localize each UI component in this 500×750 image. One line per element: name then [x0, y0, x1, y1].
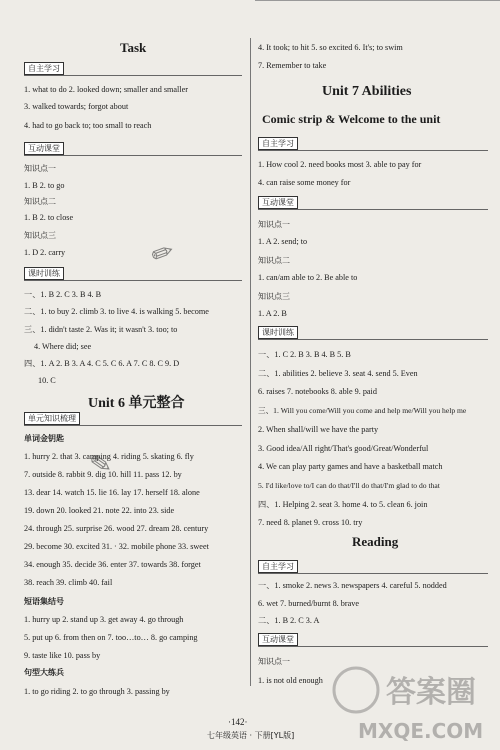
self-study-line-3: 4. had to go back to; too small to reach [24, 121, 152, 130]
r-practice-7: 4. We can play party games and have a basketball match [258, 462, 443, 471]
watermark-logo [328, 658, 496, 748]
phrases-label: 短语集结号 [24, 597, 64, 606]
r-point3: 1. A 2. B [258, 309, 287, 318]
point2-label: 知识点二 [24, 197, 56, 206]
handwriting-mark: ✐ [144, 236, 178, 274]
practice-line-5: 四、1. A 2. B 3. A 4. C 5. C 6. A 7. C 8. C 9. D [24, 359, 180, 368]
tag-rule [258, 150, 488, 151]
practice-line-3: 三、1. didn't taste 2. Was it; it wasn't 3. too; to [24, 325, 178, 334]
unit6-title: Unit 6 单元整合 [88, 396, 185, 411]
practice-line-4: 4. Where did; see [34, 342, 92, 351]
r-point3-label: 知识点三 [258, 292, 290, 301]
r-practice-2: 二、1. abilities 2. believe 3. seat 4. send 5. Even [258, 369, 418, 378]
r-practice-4: 三、1. Will you come/Will you come and help me/Will you help me [258, 406, 467, 415]
reading-line-2: 6. wet 7. burned/burnt 8. brave [258, 599, 359, 608]
r-practice-1: 一、1. C 2. B 3. B 4. B 5. B [258, 350, 351, 359]
words-line-8: 38. reach 39. climb 40. fail [24, 578, 113, 587]
top-rule [255, 0, 500, 1]
unit7-title: Unit 7 Abilities [322, 84, 412, 99]
phrases-line-2: 5. put up 6. from then on 7. too…to… 8. go camping [24, 633, 198, 642]
tag-rule [24, 155, 242, 156]
tag-self-study-r: 自主学习 [258, 137, 298, 150]
top-line-2: 7. Remember to take [258, 61, 327, 70]
practice-line-2: 二、1. to buy 2. climb 3. to live 4. is walking 5. become [24, 307, 209, 316]
r-practice-10: 7. need 8. planet 9. cross 10. try [258, 518, 363, 527]
words-line-6: 29. become 30. excited 31. · 32. mobile phone 33. sweet [24, 542, 209, 551]
words-line-2: 7. outside 8. rabbit 9. dig 10. hill 11. pass 12. by [24, 470, 182, 479]
tag-self-study: 自主学习 [24, 62, 64, 75]
words-line-4: 19. down 20. looked 21. note 22. into 23. side [24, 506, 175, 515]
r-point1: 1. A 2. send; to [258, 237, 308, 246]
point3-label: 知识点三 [24, 231, 56, 240]
r-point2: 1. can/am able to 2. Be able to [258, 273, 358, 282]
tag-rule [258, 646, 488, 647]
self-study-line-2: 3. walked towards; forgot about [24, 102, 129, 111]
tag-practice-r: 课时训练 [258, 326, 298, 339]
words-label: 单词金钥匙 [24, 434, 64, 443]
r-point1-label: 知识点一 [258, 220, 290, 229]
watermark-main: 答案圈 [386, 675, 476, 710]
tag-unit6: 单元知识梳理 [24, 412, 80, 425]
phrases-line-3: 9. taste like 10. pass by [24, 651, 101, 660]
tag-rule [258, 339, 488, 340]
tag-rule [24, 280, 242, 281]
top-line-1: 4. It took; to hit 5. so excited 6. It's; to swim [258, 43, 403, 52]
practice-line-6: 10. C [38, 376, 56, 385]
tag-rule [24, 425, 242, 426]
r-practice-6: 3. Good idea/All right/That's good/Great/Wonderful [258, 444, 429, 453]
phrases-line-1: 1. hurry up 2. stand up 3. get away 4. go through [24, 615, 184, 624]
r-point2-label: 知识点二 [258, 256, 290, 265]
comic-title: Comic strip & Welcome to the unit [262, 112, 441, 126]
r-practice-9: 四、1. Helping 2. seat 3. home 4. to 5. clean 6. join [258, 500, 428, 509]
reading-line-1: 一、1. smoke 2. news 3. newspapers 4. careful 5. nodded [258, 581, 447, 590]
tag-practice: 课时训练 [24, 267, 64, 280]
sentences-label: 句型大练兵 [24, 668, 64, 677]
tag-rule [258, 573, 488, 574]
tag-interactive: 互动课堂 [24, 142, 64, 155]
point3-answers: 1. D 2. carry [24, 248, 66, 257]
practice-line-1: 一、1. B 2. C 3. B 4. B [24, 290, 102, 299]
r-practice-3: 6. raises 7. notebooks 8. able 9. paid [258, 387, 377, 396]
watermark-url: MXQE.COM [358, 719, 484, 743]
words-line-7: 34. enough 35. decide 36. enter 37. towards 38. forget [24, 560, 201, 569]
column-divider [250, 38, 251, 686]
r-practice-8: 5. I'd like/love to/I can do that/I'll do that/I'm glad to do that [258, 481, 440, 490]
point1-label: 知识点一 [24, 164, 56, 173]
sentences-line-1: 1. to go riding 2. to go through 3. passing by [24, 687, 170, 696]
tag-reading-interactive: 互动课堂 [258, 633, 298, 646]
tag-interactive-r: 互动课堂 [258, 196, 298, 209]
reading-point1: 1. is not old enough [258, 676, 323, 685]
book-footer: 七年级英语 · 下册[YL版] [207, 731, 295, 740]
tag-rule [258, 209, 488, 210]
words-line-1: 1. hurry 2. that 3. camping 4. riding 5. skating 6. fly [24, 452, 194, 461]
r-self-study-line-1: 1. How cool 2. need books most 3. able to pay for [258, 160, 422, 169]
page-number: ·142· [228, 717, 248, 727]
task-title: Task [120, 40, 147, 55]
words-line-3: 13. dear 14. watch 15. lie 16. lay 17. herself 18. alone [24, 488, 200, 497]
point1-answers: 1. B 2. to go [24, 181, 65, 190]
self-study-line-1: 1. what to do 2. looked down; smaller and smaller [24, 85, 188, 94]
handwriting-mark: ✎ [87, 448, 115, 482]
words-line-5: 24. through 25. surprise 26. wood 27. dream 28. century [24, 524, 209, 533]
point2-answers: 1. B 2. to close [24, 213, 74, 222]
r-practice-5: 2. When shall/will we have the party [258, 425, 379, 434]
reading-title: Reading [352, 534, 399, 549]
reading-point1-label: 知识点一 [258, 657, 290, 666]
r-self-study-line-2: 4. can raise some money for [258, 178, 351, 187]
tag-rule [24, 75, 242, 76]
reading-line-3: 二、1. B 2. C 3. A [258, 616, 320, 625]
tag-reading: 自主学习 [258, 560, 298, 573]
